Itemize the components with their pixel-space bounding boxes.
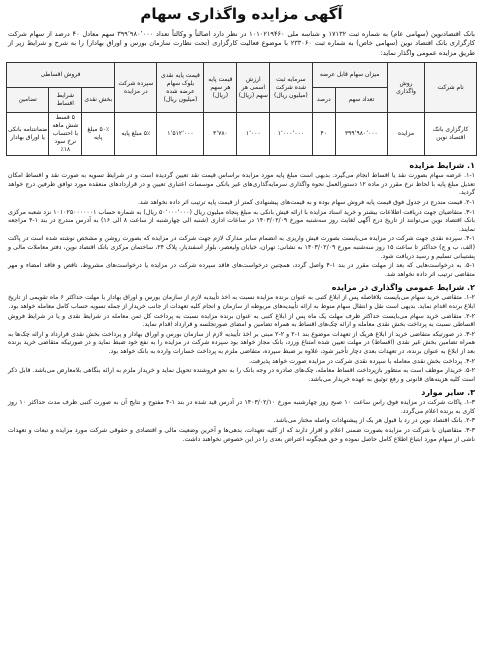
header-nominal: ارزش اسمی هر سهم (ریال) bbox=[237, 63, 270, 113]
cell-total-price: ۱٬۵۱۲٬۰۰۰ bbox=[157, 113, 204, 156]
paragraph: ۱-۱. عرضه سهام بصورت نقد یا اقساط انجام می‌گیرد. بدیهی است مبلغ پایه مورد مزایده براساس قیمت نقد تعیین گردیده است و در شرایط تسویه به صورت نقد و اقساط امکان تعدیل مبلغ پایه با لحاظ نرخ مقرر در ماده ۱۲ دستورالعمل نحوه واگذاری سرمایه‌گذاری‌های غیر بانکی موسسات اعتباری تعیین و در قراردادهای منعقده مورد توافق طرفین درج خواهد گردید. bbox=[8, 172, 475, 197]
paragraph: ۵-۲. خریدار موظف است به منظور بازپرداخت اقساط معامله، چک‌های صادره در وجه بانک را به نحو فروشنده تحویل نماید و خریدار ملزم به ارائه بنگاهی بلامعارض می‌باشد. قابل ذکر است کلیه هزینه‌های قانونی و رفع توثیق به عهده خریدار می‌باشد. bbox=[8, 367, 475, 383]
header-installments: شرایط اقساط bbox=[49, 88, 82, 113]
header-qty-percent: درصد bbox=[312, 88, 336, 113]
header-quantity-group: میزان سهام قابل عرضه bbox=[312, 63, 387, 88]
paragraph: ۲-۲. متقاضی خرید سهام می‌بایست حداکثر ظرف مهلت یک ماه پس از ابلاغ کتبی به عنوان برنده مزایده نسبت به پرداخت کل ثمن معامله در شرایط نقدی و یا در شرایط فروش اقساطی نسبت به پرداخت بخش نقدی معامله و ارائه چک‌های اقساط به همراه تضامین و امضای صورتجلسه و قرارداد اقدام نماید. bbox=[8, 312, 475, 329]
paragraph: ۳-۳. متقاضیان با شرکت در مزایده بصورت ضمنی اعلام و اقرار دارند که از کلیه تعهدات، بدهی‌ها و آخرین وضعیت مالی و اقتصادی و حقوقی شرکت مورد مزایده و تبعات و تعهدات ناشی از سهام مورد ابتیاع اطلاع کامل حاصل نموده و حق هیچگونه اعتراض بعدی را در این خصوص نخواهند داشت. bbox=[8, 427, 475, 443]
section-title-other-items: ۳. سایر موارد bbox=[421, 388, 475, 398]
cell-method: مزایده bbox=[387, 113, 425, 156]
cell-deposit: ۵٪ مبلغ پایه bbox=[115, 113, 157, 156]
paragraph: ۵-۱. به درخواست‌هایی که بعد از مهلت مقرر در بند ۱-۴ واصل گردد، همچنین درخواست‌های فاقد سپرده شرکت در مزایده یا درخواست‌های مشروط، ناقص و فاقد امضاء و مهر متقاضی ترتیب اثر داده نخواهد شد. bbox=[8, 262, 475, 278]
paragraph: ۲-۱. قیمت مندرج در جدول فوق قیمت پایه فروش سهام بوده و به قیمت‌های پیشنهادی کمتر از قیمت پایه ترتیب اثر داده نخواهد شد. bbox=[137, 199, 475, 206]
notice-title: آگهی مزایده واگذاری سهام bbox=[140, 5, 343, 23]
cell-guarantee: ضمانتنامه بانکی یا اوراق بهادار bbox=[7, 113, 49, 156]
table-row bbox=[7, 113, 477, 156]
header-guarantee: تضامین bbox=[7, 88, 49, 113]
paragraph: ۱-۳. پاکات شرکت در مزایده فوق راس ساعت ۱۰ صبح روز چهارشنبه مورخ ۱۴۰۳/۰۲/۱۰ در آدرس قید شده در بند ۱-۴ مفتوح و نتایج آن به صورت کتبی ظرف مدت حداکثر ۱۰ روز کاری به برنده اعلام می‌گردد. bbox=[8, 399, 475, 415]
share-offer-table bbox=[6, 62, 477, 156]
section-title-auction-terms: ۱. شرایط مزایده bbox=[409, 161, 475, 171]
header-deposit: سپرده شرکت در مزایده bbox=[115, 63, 157, 113]
cell-qty-percent: ۴۰ bbox=[312, 113, 336, 156]
intro-paragraph: بانک اقتصادنوین (سهامی عام) به شماره ثبت ۱۷۱۳۲ و شناسه ملی ۱۰۱۰۲۱۹۴۶۰ در نظر دارد اصالتاً و وکالتاً تعداد ۳۹۹٬۹۸۰٬۰۰۰ سهم معادل ۴۰ درصد از سهام شرکت کارگزاری بانک اقتصاد نوین (سهامی خاص) به شماره ثبت ۲۳۳۰۶۰ با موضوع فعالیت کارگزاری (تحت نظارت سازمان بورس و اوراق بهادار) را به شرح و شرایط زیر از طریق مزایده عمومی واگذار نماید: bbox=[8, 30, 475, 57]
cell-qty-count: ۳۹۹٬۹۸۰٬۰۰۰ bbox=[336, 113, 388, 156]
paragraph: ۴-۱. سپرده نقدی جهت شرکت در مزایده می‌بایست بصورت فیش واریزی به انضمام سایر مدارک لازم جهت شرکت در مزایده که بصورت روشن و مشخص نوشته شده است در پاکت (الف، ب و ج) حداکثر تا ساعت ۱۵ روز سه‌شنبه مورخ ۱۴۰۳/۰۲/۰۹ به نشانی: تهران، خیابان ولیعصر، بلوار اسفندیار، پلاک ۲۴، ساختمان مرکزی بانک اقتصاد نوین، دفتر معاملات مالی و پشتیبانی تسلیم و رسید دریافت شود. bbox=[8, 235, 476, 260]
cell-base-price: ۳٬۷۸۰ bbox=[204, 113, 237, 156]
cell-company: کارگزاری بانک اقتصاد نوین bbox=[425, 113, 477, 156]
paragraph: ۳-۱. متقاضیان جهت دریافت اطلاعات بیشتر و خرید اسناد مزایده با ارائه فیش بانکی به مبلغ پنجاه میلیون ریال (۵۰٬۰۰۰٬۰۰۰ ریال) به شماره حساب ۱۰۱۰۲۵۰۰۰۰۰۰۱ نزد شعبه مرکزی بانک اقتصاد نوین می‌توانند از تاریخ درج آگهی لغایت روز سه‌شنبه مورخ ۱۴۰۳/۰۲/۰۹ در ساعات اداری (شنبه الی چهارشنبه از ساعت ۸ الی ۱۶) به آدرس مندرج در بند ۱-۴ مراجعه نمایند. bbox=[8, 208, 476, 233]
paragraph: ۳-۲. در صورتیکه متقاضی خرید از ابلاغ هریک از تعهدات موضوع بند ۱-۲ و ۲-۲ مبنی بر اخذ تأییدیه لازم از سازمان بورس و اوراق بهادار و پرداخت بخش نقدی قرارداد و ارائه چک‌ها به همراه تضامین بخش غیر نقدی (اقساط) در مهلت تعیین شده امتناع ورزد، بانک مجاز خواهد بود سپرده شرکت در مزایده را به نفع خود ضبط نماید و در صورتیکه متقاضی خرید برنده بعد از ابلاغ به عنوان برنده، در تعهدات بعدی دچار تأخیر شود، علاوه بر ضبط سپرده، متقاضی ملزم به پرداخت خسارات وارده به بانک خواهد بود. bbox=[8, 330, 475, 355]
header-method: روش واگذاری bbox=[387, 63, 425, 113]
header-base-price: قیمت پایه هر سهم (ریال) bbox=[204, 63, 237, 113]
auction-notice bbox=[6, 4, 477, 635]
cell-capital: ۱٬۰۰۰٬۰۰۰ bbox=[270, 113, 312, 156]
paragraph: ۴-۲. پرداخت بخش نقدی معامله با سپرده نقدی شرکت در مزایده صورت خواهد پذیرفت. bbox=[248, 357, 475, 365]
cell-nominal: ۱٬۰۰۰ bbox=[237, 113, 270, 156]
header-capital: سرمایه ثبت شده شرکت (میلیون ریال) bbox=[270, 63, 312, 113]
paragraph: ۱-۲. متقاضی خرید سهام می‌بایست بلافاصله پس از ابلاغ کتبی به عنوان برنده مزایده نسبت به اخذ تأییدیه لازم از سازمان بورس و اوراق بهادار با مهلت حداکثر ۶ ماه تقویمی از تاریخ ابلاغ برنده اقدام نماید. بدیهی است نقل و انتقال سهام منوط به ارائه تأییدیه‌های مربوطه از سازمان و انجام کلیه تعهدات از جانب خریدار از جمله تسویه حساب کامل معامله خواهد بود. bbox=[8, 294, 475, 310]
section-title-general-terms: ۲. شرایط عمومی واگذاری در مزایده bbox=[331, 283, 475, 293]
cell-installments: ۵ قسط شش ماهه با احتساب نرخ سود ۱۸٪ bbox=[49, 113, 82, 156]
header-installment-group: فروش اقساطی bbox=[7, 63, 115, 88]
header-cash-part: بخش نقدی bbox=[82, 88, 115, 113]
cell-cash-part: ۵۰٪ مبلغ پایه bbox=[82, 113, 115, 156]
header-qty-count: تعداد سهم bbox=[336, 88, 388, 113]
header-total-price: قیمت پایه نقدی بلوک سهام عرضه شده (میلیون ریال) bbox=[157, 63, 204, 113]
header-company: نام شرکت bbox=[425, 63, 477, 113]
paragraph: ۲-۳. بانک اقتصاد نوین در رد یا قبول هر یک از پیشنهادات واصله مختار می‌باشد. bbox=[273, 417, 475, 425]
table-header-row bbox=[7, 63, 477, 88]
